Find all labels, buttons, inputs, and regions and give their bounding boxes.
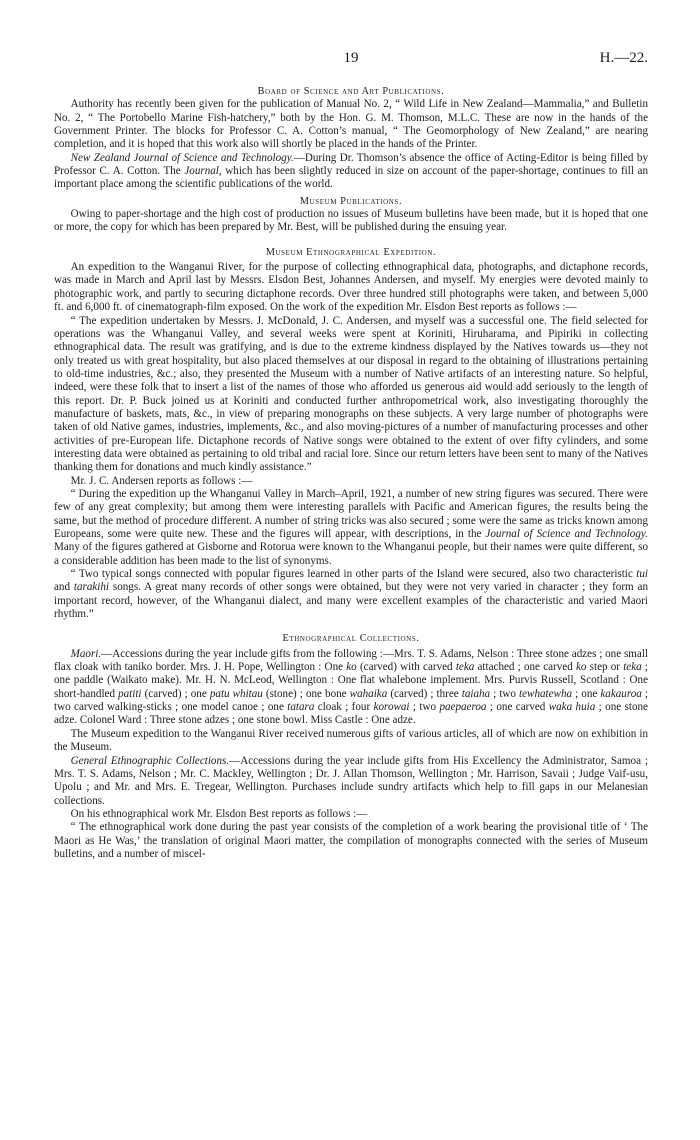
body-paragraph [54, 152, 648, 192]
italic-text: teka [623, 661, 642, 674]
text-run: ; one carved [486, 701, 549, 714]
italic-text: tewhatewha [519, 687, 573, 700]
page-number: 19 [343, 50, 359, 66]
text-run: (carved) ; one [141, 687, 210, 700]
italic-text: ko [346, 661, 357, 674]
text-run: (stone) ; one bone [262, 687, 350, 700]
body-paragraph [54, 315, 648, 475]
text-run: ; one paddle (Waikato make). Mr. H. N. McLeod, Wellington : One flat whalebone implement. Mrs. Purvis Russell, Scotland : One short-handled [54, 661, 648, 700]
text-run: —During Dr. Thomson’s absence the office of Acting-Editor is being filled by Professor C. A. Cotton. The [54, 151, 648, 178]
text-run: and [54, 581, 74, 594]
text-run: An expedition to the Wanganui River, for the purpose of collecting ethnographical data, photographs, and dictaphone records, was made in March and April last by Messrs. Elsdon Best, Johannes Andersen, and myself. My energies were devoted mainly to photographic work, and partly to securing dictaphone records. Over three hundred still photographs were taken, and between 5,000 ft. and 6,000 ft. of cinematograph-film exposed. On the work of the expedition Mr. Elsdon Best reports as follows :— [54, 261, 648, 314]
text-run: “ The expedition undertaken by Messrs. J. McDonald, J. C. Andersen, and myself was a successful one. The field selected for operations was the Whanganui Valley, and several weeks were spent at Koriniti, Hiruharama, and Pipiriki in collecting ethnographical data. The result was gratifying, and is due to the extreme kindness displayed by the Natives towards us—they not only treated us with great hospitality, but also placed themselves at our disposal in regard to the obtaining of illustrations pertaining to old-time industries, &c.; also, they presented the Museum with a number of Native artifacts of an interesting nature. So helpful, indeed, were these folk that to insert a list of the names of those who afforded us generous aid would add seriously to the length of this report. Dr. P. Buck joined us at Koriniti and conducted further anthropometrical work, also investigating thoroughly the manufacture of baskets, mats, &c., in view of preparing monographs on these subjects. A very large number of photographs were taken of old Native games, industries, implements, &c., and also moving-pictures of a number of manufacturing processes and other activities of pre-European life. Dictaphone records of Native songs were obtained to the extent of over fifty cylinders, and some interesting data were obtained as pertaining to old tribal and racial lore. Since our return letters have been sent to many of the Natives thanking them for donations and much kindly assistance.” [54, 314, 648, 474]
italic-text: Maori. [70, 647, 102, 660]
body-paragraph [54, 755, 648, 808]
body-paragraph [54, 261, 648, 314]
body-paragraph [54, 98, 648, 151]
italic-text: tarakihi [73, 581, 110, 594]
text-run: songs. A great many records of other songs were obtained, but they were not very varied in character ; they form an important record, however, of the Whanganui dialect, and many were excellent examples of the characteristic and varied Maori rhythm.” [54, 581, 649, 621]
section-heading: Museum Publications. [299, 195, 403, 207]
body-paragraph [54, 808, 648, 821]
italic-text: Journal, [184, 165, 222, 178]
body-paragraph [54, 648, 648, 728]
body-paragraph [54, 488, 648, 568]
document-reference: H.—22. [599, 50, 648, 66]
text-run: On his ethnographical work Mr. Elsdon Best reports as follows :— [70, 807, 368, 820]
italic-text: waka huia [548, 701, 596, 714]
text-run: attached ; one carved [474, 661, 576, 674]
italic-text: patu whitau [209, 687, 263, 700]
text-run: which has been slightly reduced in size on account of the paper-shortage, continues to fill an important place among the scientific publications of the world. [54, 165, 648, 191]
text-run: (carved) ; three [387, 687, 462, 700]
italic-text: ko [575, 661, 587, 674]
body-paragraph [54, 568, 648, 621]
italic-text: patiti [118, 687, 142, 700]
italic-text: paepaeroa [439, 701, 487, 714]
text-run: “ During the expedition up the Whanganui Valley in March–April, 1921, a number of new string figures was secured. There were few of any great complexity; but among them were interesting parallels with Pacific and American figures, the results being the same, but the method of procedure different. A number of string tricks was also secured ; some were the same as tricks known among Europeans, some were quite new. These and the figures will appear, with descriptions, in the [54, 487, 648, 540]
italic-text: taiaha [461, 687, 491, 700]
text-run: —Accessions during the year include gifts from His Excellency the Administrator, Samoa ; Mrs. T. S. Adams, Nelson ; Mr. C. Mackley, Wellington ; Dr. J. Allan Thomson, Wellington ; Mr. Harrison, Savaii ; Judge Vaif-usu, Upolu ; and Mr. and Mrs. E. Tregear, Wellington. Purchases include sundry artifacts which help to fill gaps in our Melanesian collections. [54, 754, 648, 807]
section-heading: Museum Ethnographical Expedition. [265, 246, 437, 258]
body-paragraph [54, 728, 648, 755]
text-run: The Museum expedition to the Wanganui River received numerous gifts of various articles, all of which are now on exhibition in the Museum. [54, 727, 648, 754]
document-body [54, 85, 648, 861]
text-run: Authority has recently been given for the publication of Manual No. 2, “ Wild Life in New Zealand—Mammalia,” and Bulletin No. 2, “ The Portobello Marine Fish-hatchery,” both by the Hon. G. M. Thomson, M.L.C. These are now in the hands of the Government Printer. The blocks for Professor C. A. Cotton’s manual, “ The Geomorphology of New Zealand,” are nearing completion, and it is hoped that this work also will shortly be placed in the hands of the Printer. [54, 98, 648, 151]
text-run: “ The ethnographical work done during the past year consists of the completion of a work bearing the provisional title of ‘ The Maori as He Was,’ the translation of original Maori matter, the compilation of monographs connected with the series of Museum bulletins, and a number of miscel- [54, 821, 648, 860]
italic-text: wahaika [349, 687, 388, 700]
text-run: Owing to paper-shortage and the high cost of production no issues of Museum bulletins have been made, but it is hoped that one or more, the copy for which has been prepared by Mr. Best, will be published during the ensuing year. [54, 208, 648, 234]
text-run: —Accessions during the year include gifts from the following :—Mrs. T. S. Adams, Nelson : Three stone adzes ; one small flax cloak with taniko border. Mrs. J. H. Pope, Wellington : One [54, 647, 648, 674]
italic-text: tui [636, 568, 648, 581]
section-heading: Board of Science and Art Publications. [257, 86, 445, 97]
italic-text: teka [455, 661, 475, 674]
body-paragraph [54, 821, 648, 861]
text-run: step or [586, 661, 624, 674]
text-run: “ Two typical songs connected with popular figures learned in other parts of the Island were secured, also two characteristic [70, 568, 637, 581]
italic-text: General Ethnographic Collections. [70, 754, 230, 767]
text-run: (carved) with carved [356, 661, 456, 674]
body-paragraph [54, 208, 648, 235]
section-heading: Ethnographical Collections. [282, 633, 420, 645]
text-run: cloak ; four [314, 701, 374, 714]
italic-text: korowai [373, 701, 410, 714]
text-run: ; two carved walking-sticks ; one model canoe ; one [54, 687, 649, 714]
text-run: ; one [572, 687, 601, 700]
italic-text: tatara [287, 701, 315, 714]
text-run: ; one stone adze. Colonel Ward : Three stone adzes ; one stone bowl. Miss Castle : One adze. [54, 701, 648, 727]
text-run: Many of the figures gathered at Gisborne and Rotorua were known to the Whanganui people, but their names were quite different, so a considerable addition has been made to the list of synonyms. [54, 541, 648, 567]
body-paragraph [54, 475, 648, 488]
italic-text: Journal of Science and Technology. [485, 528, 648, 540]
page-header [54, 52, 648, 82]
italic-text: New Zealand Journal of Science and Technology. [70, 151, 294, 164]
text-run: Mr. J. C. Andersen reports as follows :— [70, 474, 253, 487]
text-run: ; two [490, 687, 520, 700]
italic-text: kakauroa [600, 687, 642, 700]
text-run: ; two [409, 701, 440, 714]
